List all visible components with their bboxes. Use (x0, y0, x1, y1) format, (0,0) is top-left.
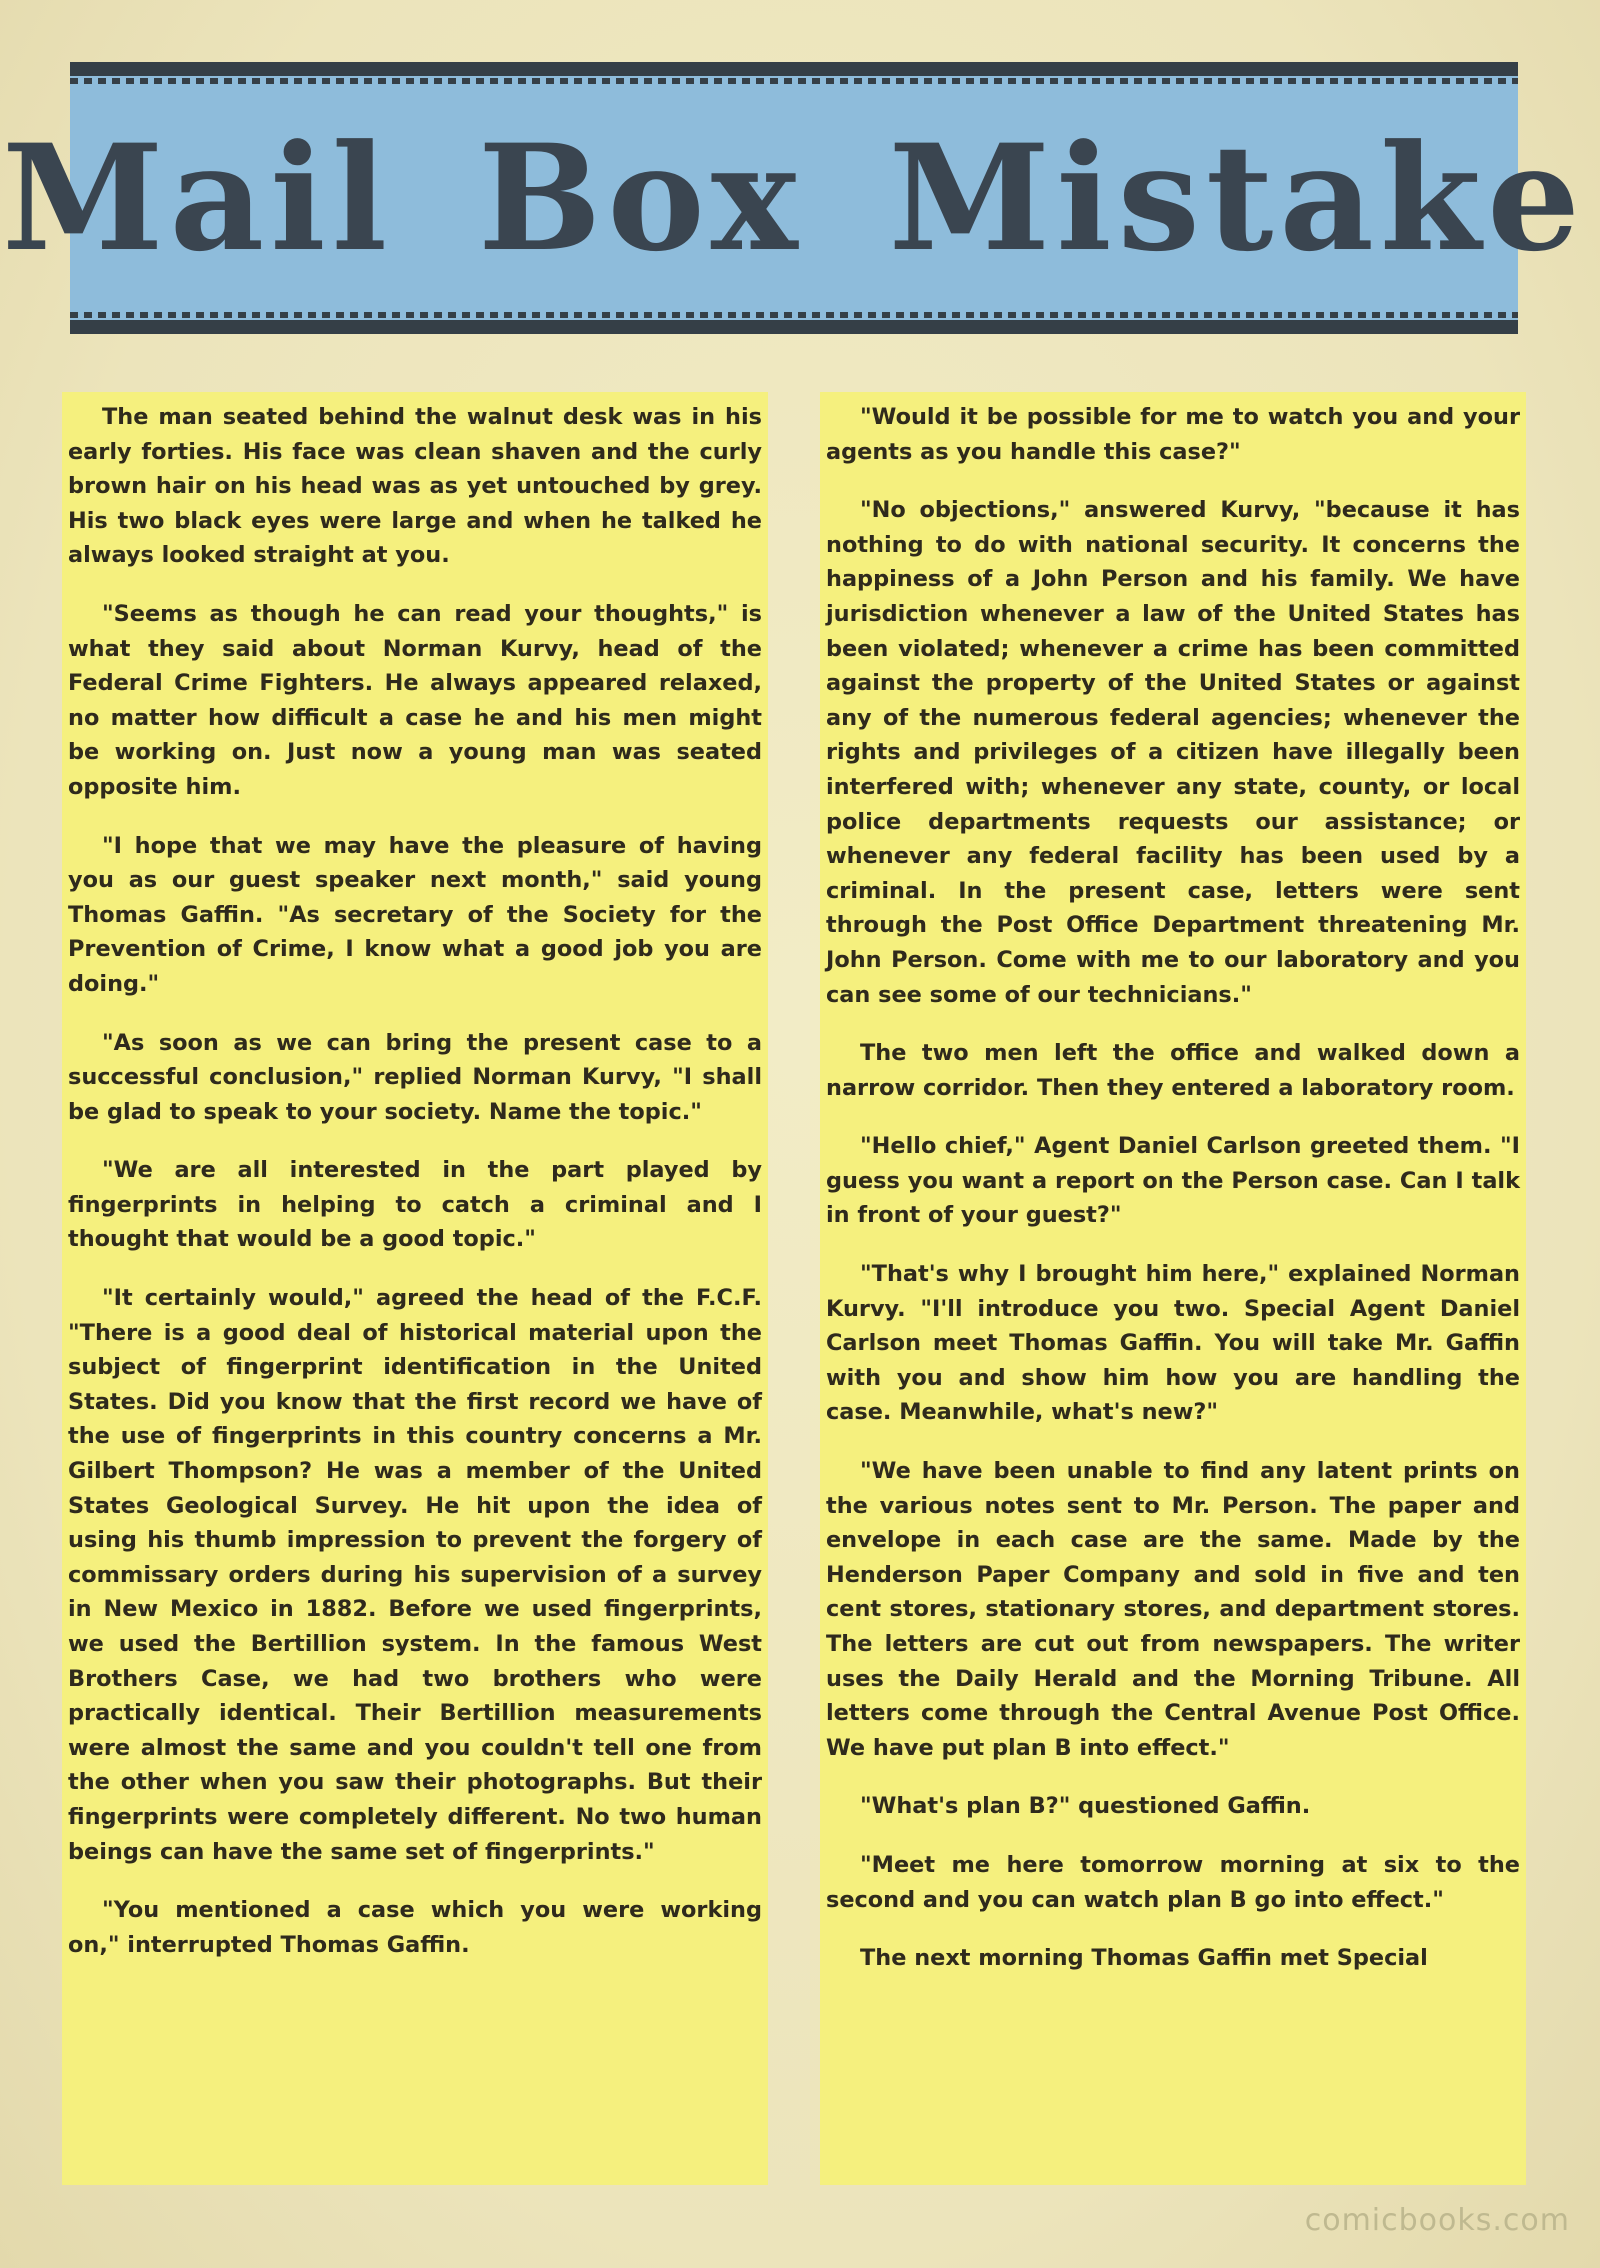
title-banner (2, 62, 1586, 334)
paragraph: "Meet me here tomorrow morning at six to the second and you can watch plan B go into effect." (826, 1851, 1520, 1913)
paragraph: "I hope that we may have the pleasure of having you as our guest speaker next month," said young Thomas Gaffin. "As secretary of the Society for the Prevention of Crime, I know what a good job you are doing." (68, 832, 762, 997)
watermark-text: comicbooks.com (1304, 2203, 1570, 2238)
left-text-column (62, 392, 768, 2185)
paragraph: "That's why I brought him here," explained Norman Kurvy. "I'll introduce you two. Special Agent Daniel Carlson meet Thomas Gaffin. You will take Mr. Gaffin with you and show him how you are handling the case. Meanwhile, what's new?" (826, 1261, 1520, 1426)
right-text-column (820, 392, 1526, 2185)
paragraph: "As soon as we can bring the present case to a successful conclusion," replied Norman Kurvy, "I shall be glad to speak to your society. Name the topic." (68, 1029, 762, 1125)
paragraph: "We have been unable to find any latent prints on the various notes sent to Mr. Person. The paper and envelope in each case are the same. Made by the Henderson Paper Company and sold in five and ten cent stores, stationary stores, and department stores. The letters are cut out from newspapers. The writer uses the Daily Herald and the Morning Tribune. All letters come through the Central Avenue Post Office. We have put plan B into effect." (826, 1458, 1520, 1761)
paragraph: "Seems as though he can read your thoughts," is what they said about Norman Kurvy, head of the Federal Crime Fighters. He always appeared relaxed, no matter how difficult a case he and his men might be working on. Just now a young man was seated opposite him. (68, 600, 762, 800)
paragraph: "No objections," answered Kurvy, "because it has nothing to do with national security. It concerns the happiness of a John Person and his family. We have jurisdiction whenever a law of the United States has been violated; whenever a crime has been committed against the property of the United States or against any of the numerous federal agencies; whenever the rights and privileges of a citizen have illegally been interfered with; whenever any state, county, or local police departments requests our assistance; or whenever any federal facility has been used by a criminal. In the present case, letters were sent through the Post Office Department threatening Mr. John Person. Come with me to our laboratory and you can see some of our technicians." (826, 497, 1520, 1008)
paragraph: "We are all interested in the part played by fingerprints in helping to catch a criminal and I thought that would be a good topic." (68, 1157, 762, 1253)
paragraph: "It certainly would," agreed the head of the F.C.F. "There is a good deal of historical material upon the subject of fingerprint identification in the United States. Did you know that the first record we have of the use of fingerprints in this country concerns a Mr. Gilbert Thompson? He was a member of the United States Geological Survey. He hit upon the idea of using his thumb impression to prevent the forgery of commissary orders during his supervision of a survey in New Mexico in 1882. Before we used fingerprints, we used the Bertillion system. In the famous West Brothers Case, we had two brothers who were practically identical. Their Bertillion measurements were almost the same and you couldn't tell one from the other when you saw their photographs. But their fingerprints were completely different. No two human beings can have the same set of fingerprints." (68, 1285, 762, 1865)
paragraph: The man seated behind the walnut desk was in his early forties. His face was clean shaven and the curly brown hair on his head was as yet untouched by grey. His two black eyes were large and when he talked he always looked straight at you. (68, 404, 762, 569)
paragraph: "What's plan B?" questioned Gaffin. (860, 1793, 1311, 1820)
paragraph: The two men left the office and walked down a narrow corridor. Then they entered a laboratory room. (826, 1040, 1520, 1101)
paragraph: "You mentioned a case which you were working on," interrupted Thomas Gaffin. (68, 1897, 762, 1958)
paragraph: "Would it be possible for me to watch you and your agents as you handle this case?" (826, 404, 1520, 465)
paragraph: "Hello chief," Agent Daniel Carlson greeted them. "I guess you want a report on the Person case. Can I talk in front of your guest?" (826, 1133, 1520, 1229)
story-title: Mail Box Mistake (2, 112, 1586, 284)
paragraph: The next morning Thomas Gaffin met Special (860, 1945, 1428, 1972)
